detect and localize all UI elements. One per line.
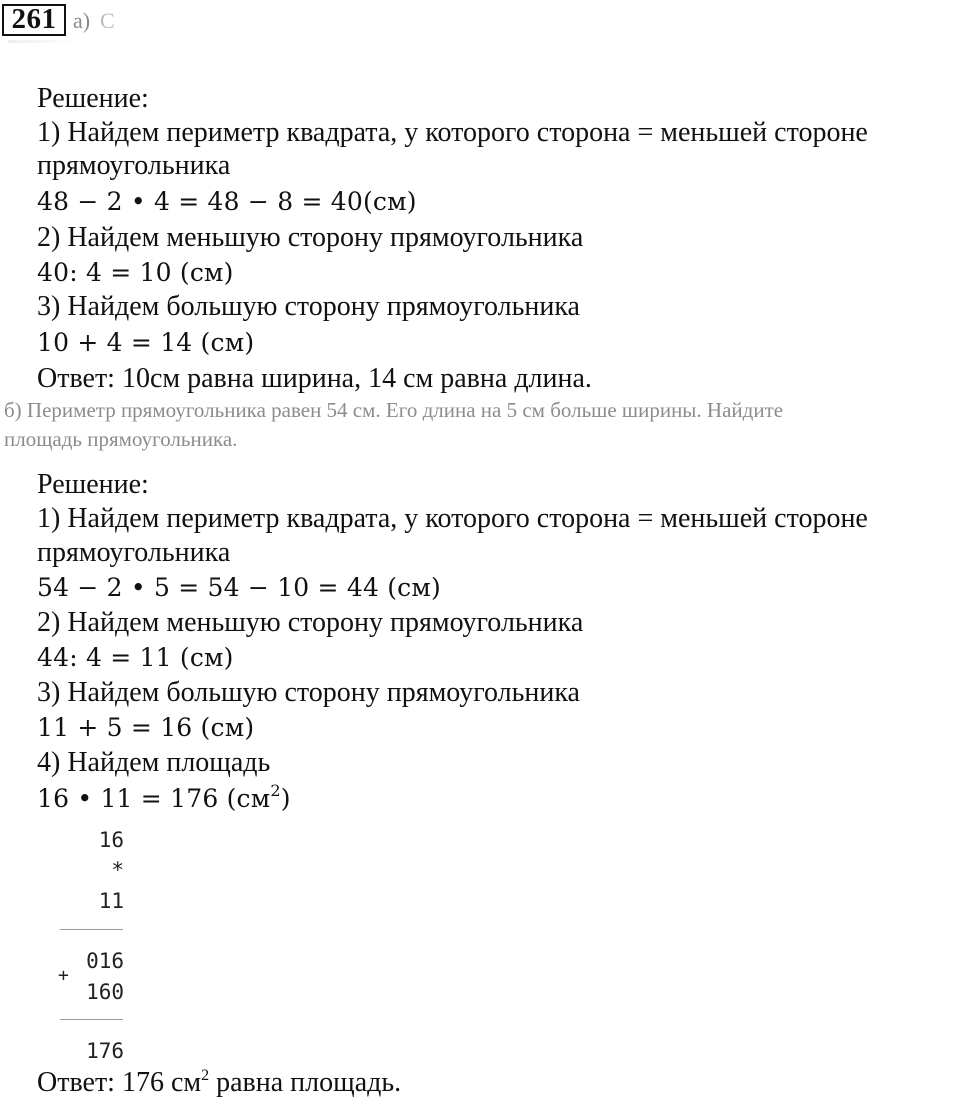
part-a-calc-3: 10 + 4 = 14 (см) <box>37 328 255 357</box>
column-rule-1 <box>60 929 123 930</box>
part-b-calc-4-main: 16 • 11 = 176 (см <box>37 784 271 813</box>
part-b-step-4: 4) Найдем площадь <box>37 747 271 778</box>
part-b-step-1: 1) Найдем периметр квадрата, у которого сторона = меньшей стороне <box>37 503 868 534</box>
part-a-answer: Ответ: 10см равна ширина, 14 см равна длина. <box>37 363 592 394</box>
part-b-task-line-1: б) Периметр прямоугольника равен 54 см. Его длина на 5 см больше ширины. Найдите <box>4 398 784 422</box>
column-rule-2 <box>60 1019 123 1020</box>
part-a-step-1: 1) Найдем периметр квадрата, у которого сторона = меньшей стороне <box>37 117 868 148</box>
column-partial-1: 016 <box>86 949 124 973</box>
header-fade-line <box>8 40 78 43</box>
part-a-step-2: 2) Найдем меньшую сторону прямоугольника <box>37 222 584 253</box>
problem-number: 261 <box>2 4 66 36</box>
part-b-answer-end: равна площадь. <box>209 1067 402 1098</box>
part-a-cut-text: С <box>100 8 115 33</box>
part-b-calc-1: 54 − 2 • 5 = 54 − 10 = 44 (см) <box>37 573 441 602</box>
part-a-solution-title: Решение: <box>37 83 149 114</box>
part-b-answer <box>37 1066 401 1100</box>
column-factor-2: 11 <box>98 889 124 913</box>
column-result: 176 <box>86 1039 124 1063</box>
answer-squared-exponent: 2 <box>201 1067 210 1084</box>
part-a-label: а) <box>73 8 91 33</box>
part-b-solution-title: Решение: <box>37 469 149 500</box>
column-plus-sign: + <box>58 965 69 986</box>
part-b-step-3: 3) Найдем большую сторону прямоугольника <box>37 677 580 708</box>
part-b-answer-main: Ответ: 176 см <box>37 1067 202 1098</box>
part-a-calc-1: 48 − 2 • 4 = 48 − 8 = 40(см) <box>37 187 417 216</box>
part-b-calc-3: 11 + 5 = 16 (см) <box>37 713 255 742</box>
part-b-calc-4-close: ) <box>280 784 291 813</box>
part-a-step-1-cont: прямоугольника <box>37 150 231 181</box>
part-b-task-line-2: площадь прямоугольника. <box>4 427 238 451</box>
part-b-calc-4 <box>37 782 291 816</box>
squared-exponent: 2 <box>270 781 281 800</box>
part-b-calc-2: 44: 4 = 11 (см) <box>37 643 234 672</box>
part-a-step-3: 3) Найдем большую сторону прямоугольника <box>37 291 580 322</box>
column-partial-2: 160 <box>86 980 124 1004</box>
part-b-step-2: 2) Найдем меньшую сторону прямоугольника <box>37 607 584 638</box>
part-a-calc-2: 40: 4 = 10 (см) <box>37 258 234 287</box>
part-b-step-1-cont: прямоугольника <box>37 537 231 568</box>
column-operator: * <box>111 858 124 882</box>
column-factor-1: 16 <box>98 828 124 852</box>
